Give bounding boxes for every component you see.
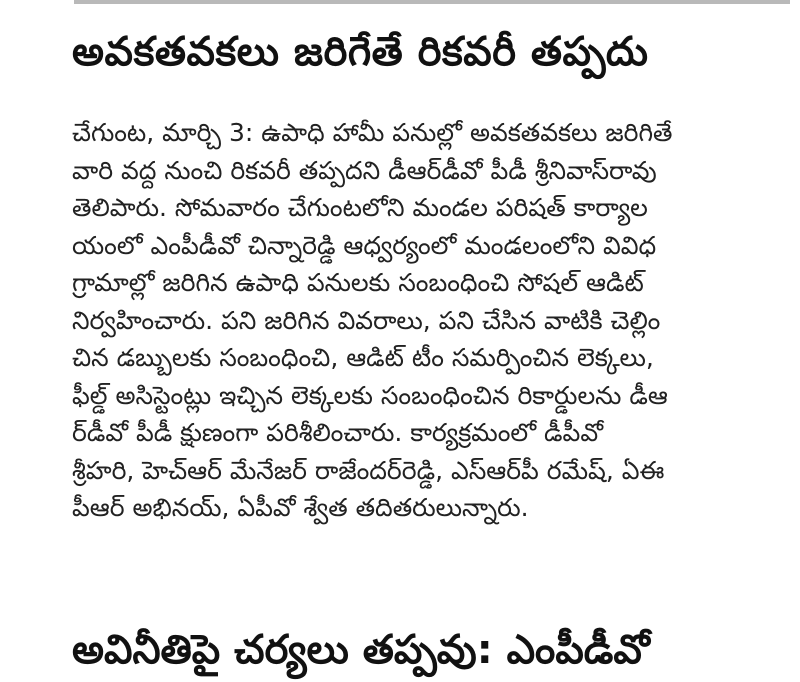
- article-line: చిన డబ్బులకు సంబంధించి, ఆడిట్ టీం సమర్పించిన లెక్కలు,: [72, 343, 654, 372]
- article-body: [72, 114, 788, 527]
- article-headline: అవకతవకలు జరిగేతే రికవరీ తప్పదు: [72, 29, 649, 75]
- article-line: నిర్వహించారు. పని జరిగిన వివరాలు, పని చేసిన వాటికి చెల్లిం: [72, 305, 661, 335]
- article-line: ర్‌డీవో పీడీ క్షుణంగా పరిశీలించారు. కార్యక్రమంలో డీపీవో: [72, 418, 604, 447]
- article-line: చేగుంట, మార్చి 3: ఉపాధి హామీ పనుల్లో అవకతవకలు జరిగితే: [72, 118, 673, 147]
- article-line: శ్రీహరి, హెచ్‌ఆర్ మేనేజర్ రాజేందర్‌రెడ్డి, ఎస్‌ఆర్‌పీ రమేష్, ఏఈ: [72, 455, 665, 485]
- next-article-headline: అవినీతిపై చర్యలు తప్పవు: ఎంపీడీవో: [72, 627, 650, 673]
- news-article: [72, 20, 788, 527]
- article-line: యంలో ఎంపీడీవో చిన్నారెడ్డి ఆధ్వర్యంలో మండలంలోని వివిధ: [72, 230, 657, 260]
- article-line: తెలిపారు. సోమవారం చేగుంటలోని మండల పరిషత్ కార్యాల: [72, 193, 648, 222]
- article-line: పీఆర్ అభినయ్, ఏపీవో శ్వేత తదితరులున్నారు.: [72, 493, 529, 522]
- article-line: గ్రామాల్లో జరిగిన ఉపాధి పనులకు సంబంధించి సోషల్ ఆడిట్: [72, 268, 644, 297]
- article-line: వారి వద్ద నుంచి రికవరీ తప్పదని డీఆర్‌డీవో పీడీ శ్రీనివాస్‌రావు: [72, 155, 657, 185]
- article-line: ఫీల్డ్ అసిస్టెంట్లు ఇచ్చిన లెక్కలకు సంబంధించిన రికార్డులను డీఆ: [72, 380, 668, 410]
- top-divider: [74, 0, 790, 4]
